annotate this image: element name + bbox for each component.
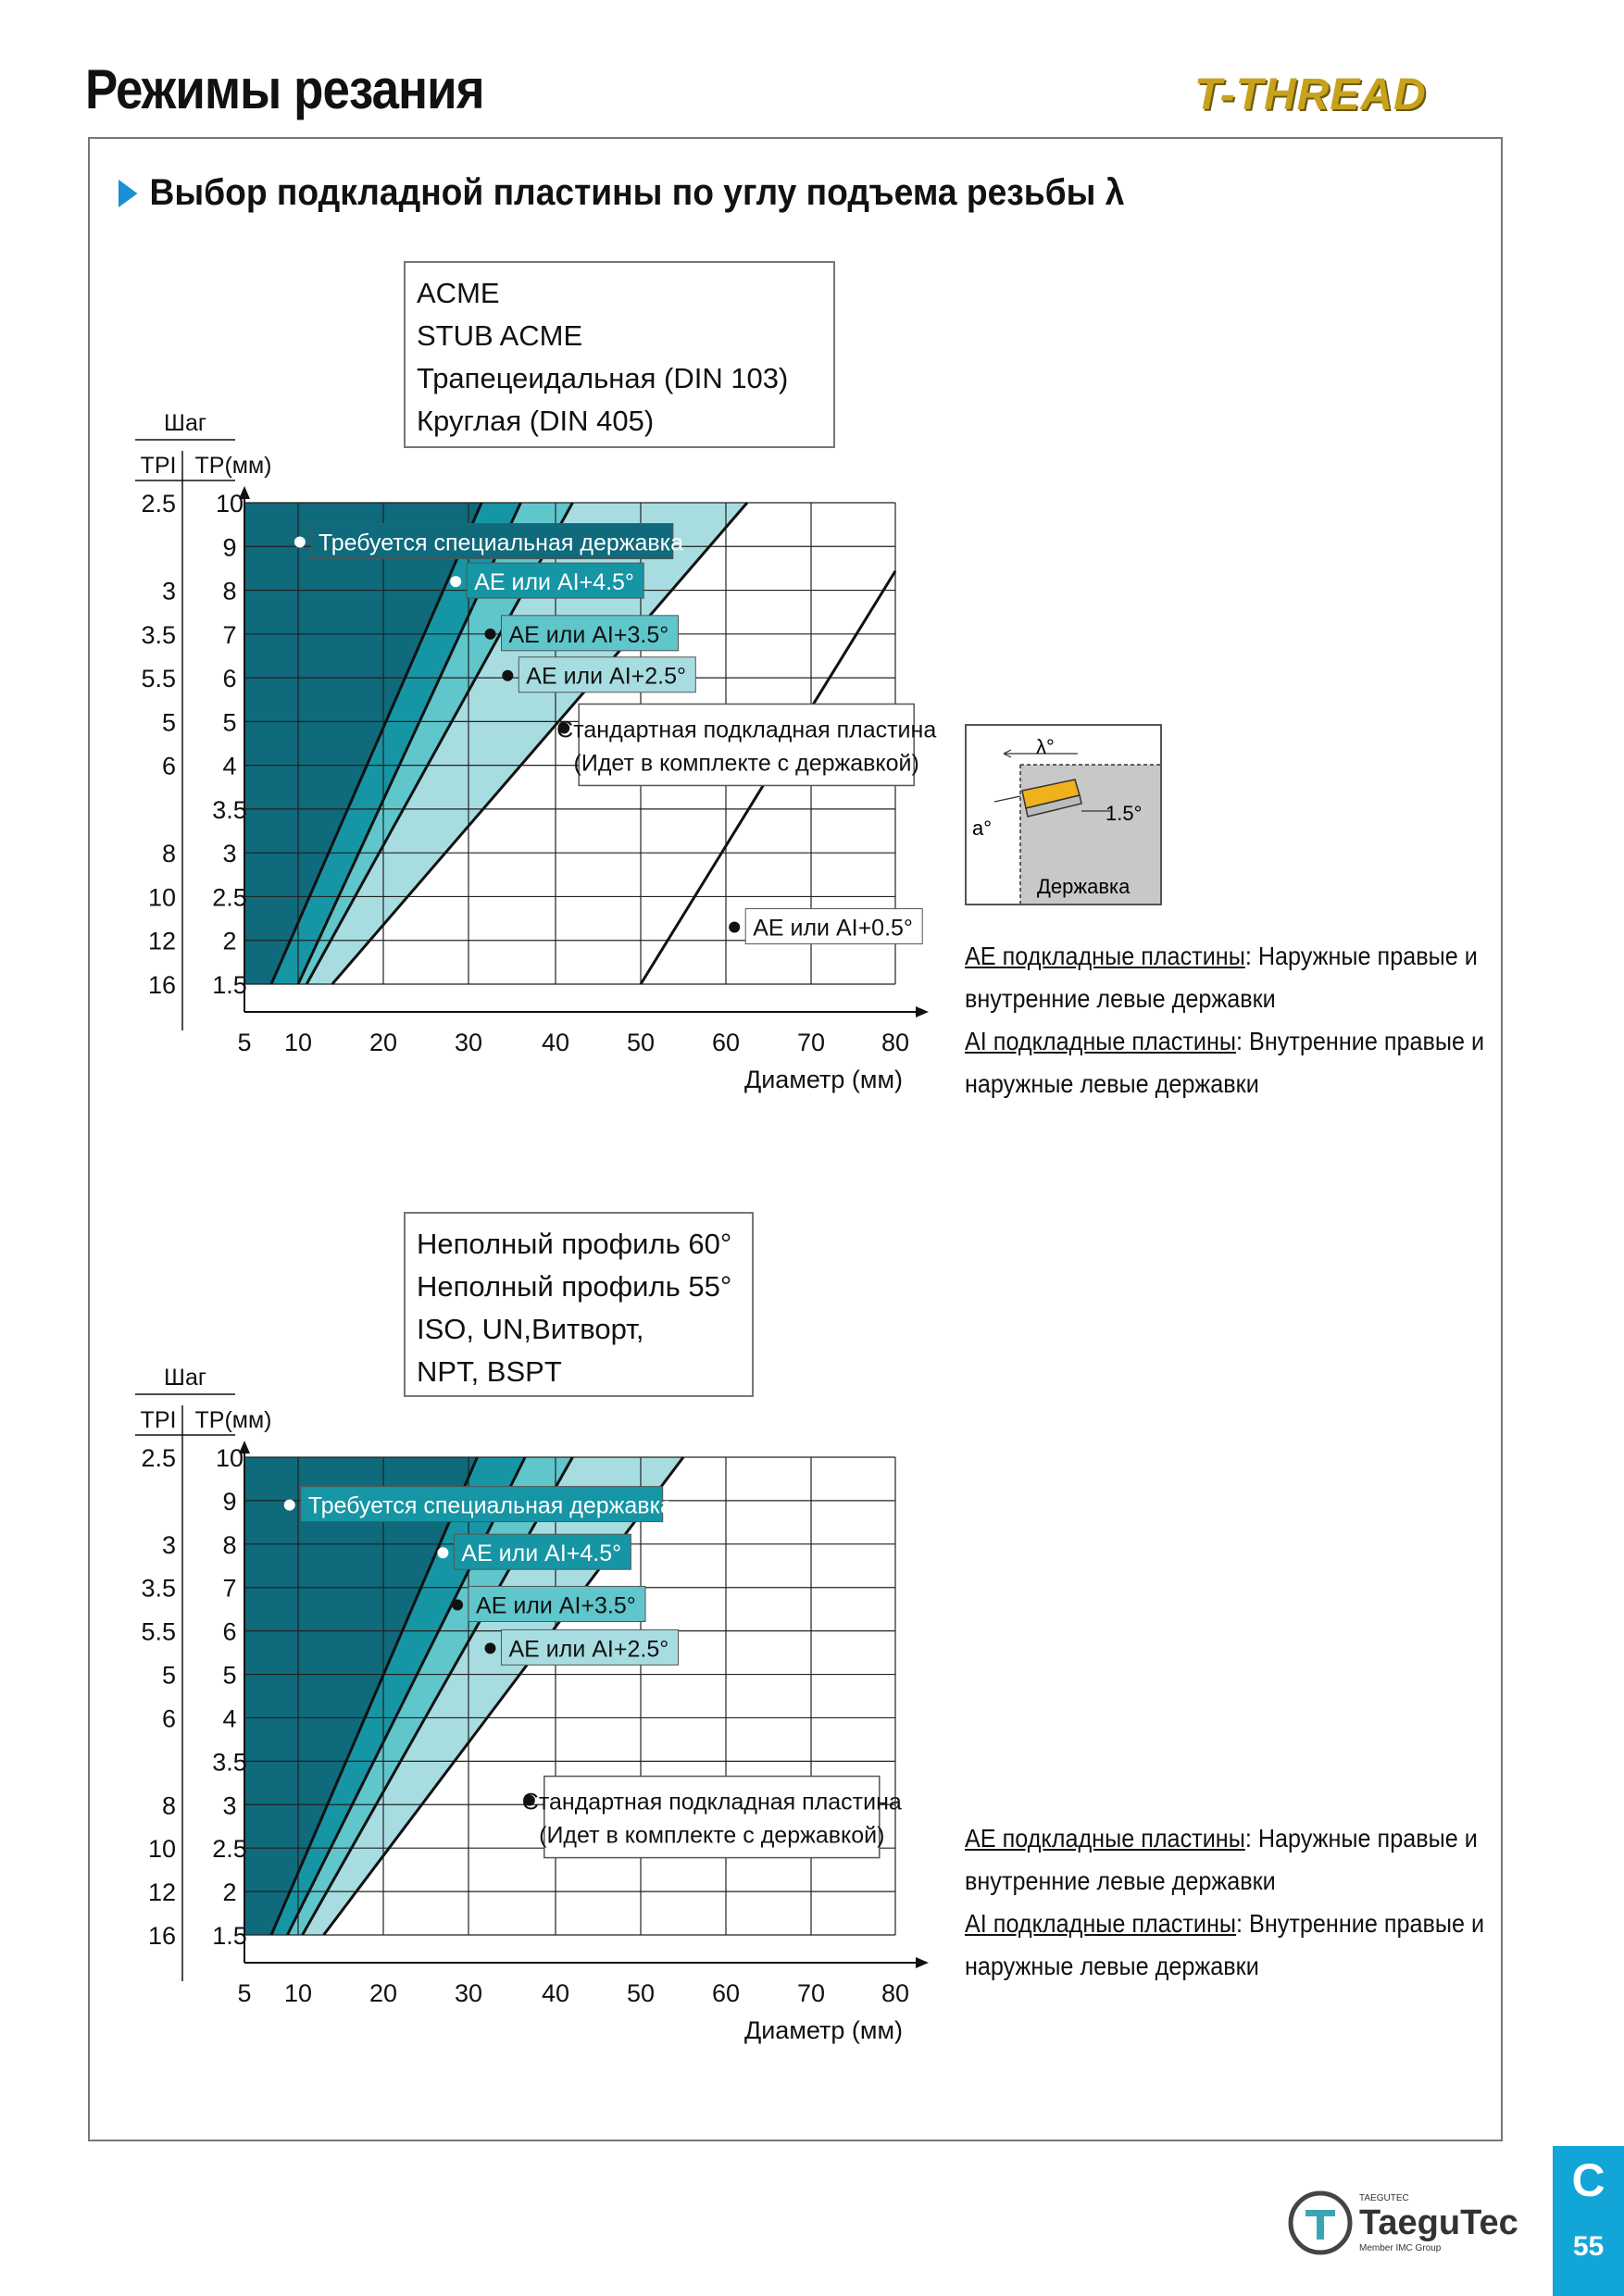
tp-tick-label: 9 xyxy=(222,533,237,562)
marker-dot xyxy=(284,1500,295,1511)
tp-tick-label: 3 xyxy=(222,840,237,868)
tp-tick-label: 8 xyxy=(222,1530,237,1559)
x-axis-arrow-icon xyxy=(916,1957,929,1968)
x-tick-label: 30 xyxy=(454,1979,483,2007)
ai-term: AI подкладные пластины xyxy=(965,1909,1237,1938)
x-tick-label: 50 xyxy=(626,1979,656,2007)
tpi-header: TPI xyxy=(140,453,177,479)
company-top-text: TAEGUTEC xyxy=(1359,2192,1409,2203)
angle-label: 1.5° xyxy=(1106,802,1143,825)
thread-type: Неполный профиль 60° xyxy=(417,1228,732,1260)
thread-type: Трапецеидальная (DIN 103) xyxy=(417,362,789,394)
tp-tick-label: 9 xyxy=(222,1487,237,1516)
x-tick-label: 10 xyxy=(283,1979,313,2007)
x-tick-label: 60 xyxy=(711,1979,741,2007)
label-text: AE или AI+0.5° xyxy=(753,915,913,942)
company-name: TaeguTec xyxy=(1359,2202,1518,2242)
alpha-label: a° xyxy=(972,817,993,840)
tpi-tick-label: 5 xyxy=(161,708,176,737)
standard-shim-text: Стандартная подкладная пластина xyxy=(556,717,937,743)
thread-type: NPT, BSPT xyxy=(417,1355,562,1388)
tpi-tick-label: 2.5 xyxy=(141,1444,176,1472)
pitch-label: Шаг xyxy=(164,410,206,436)
section-title: Выбор подкладной пластины по углу подъема резьбы λ xyxy=(149,172,1125,213)
chart-2 xyxy=(135,1394,929,1981)
ae-desc: : Наружные правые и xyxy=(1244,942,1478,970)
tp-tick-label: 6 xyxy=(222,665,237,693)
pitch-label: Шаг xyxy=(164,1365,206,1391)
x-tick-label: 20 xyxy=(369,1029,398,1056)
tpi-tick-label: 16 xyxy=(147,971,176,999)
thread-type: ACME xyxy=(417,277,500,309)
x-tick-label: 70 xyxy=(796,1979,826,2007)
label-text: AE или AI+4.5° xyxy=(474,569,634,596)
tpi-tick-label: 8 xyxy=(161,840,176,868)
tpi-tick-label: 6 xyxy=(161,1704,176,1733)
label-text: AE или AI+2.5° xyxy=(508,1636,669,1663)
section-letter: C xyxy=(1571,2154,1605,2206)
label-text: AE или AI+4.5° xyxy=(461,1541,622,1567)
x-tick-label: 50 xyxy=(626,1029,656,1056)
x-tick-label: 60 xyxy=(711,1029,741,1056)
ae-desc: : Наружные правые и xyxy=(1244,1824,1478,1853)
label-text: Требуется специальная державка xyxy=(318,530,684,556)
tp-tick-label: 4 xyxy=(222,752,237,780)
tpi-tick-label: 5 xyxy=(161,1661,176,1690)
holder-diagram xyxy=(965,724,1162,905)
x-axis-title: Диаметр (мм) xyxy=(743,1066,903,1093)
ae-term: AE подкладные пластины xyxy=(965,1824,1245,1853)
standard-shim-text: (Идет в комплекте с державкой) xyxy=(573,750,919,777)
x-tick-label: 5 xyxy=(237,1029,252,1056)
ai-desc-2: наружные левые державки xyxy=(965,1952,1259,1980)
tpi-tick-label: 3 xyxy=(161,1530,176,1559)
tp-tick-label: 7 xyxy=(222,620,237,649)
marker-dot xyxy=(450,576,461,587)
marker-dot xyxy=(452,1599,463,1610)
tpi-tick-label: 16 xyxy=(147,1922,176,1950)
tp-tick-label: 5 xyxy=(222,1661,237,1690)
tpi-tick-label: 10 xyxy=(147,883,176,912)
x-tick-label: 70 xyxy=(796,1029,826,1056)
tp-tick-label: 1.5 xyxy=(212,971,247,999)
company-subtitle: Member IMC Group xyxy=(1359,2242,1442,2253)
tpi-tick-label: 2.5 xyxy=(141,490,176,518)
label-text: Требуется специальная державка xyxy=(307,1492,673,1519)
tpi-tick-label: 8 xyxy=(161,1791,176,1820)
tp-tick-label: 4 xyxy=(222,1704,237,1733)
tp-tick-label: 8 xyxy=(222,577,237,605)
marker-dot xyxy=(485,629,496,640)
ae-desc-2: внутренние левые державки xyxy=(965,1866,1276,1895)
x-axis-arrow-icon xyxy=(916,1006,929,1017)
marker-dot xyxy=(502,670,513,681)
thread-type: Неполный профиль 55° xyxy=(417,1270,732,1303)
ai-desc-2: наружные левые державки xyxy=(965,1069,1259,1098)
ai-desc: : Внутренние правые и xyxy=(1236,1909,1485,1938)
ae-term: AE подкладные пластины xyxy=(965,942,1245,970)
marker-dot xyxy=(485,1642,496,1653)
tpi-tick-label: 6 xyxy=(161,752,176,780)
tpi-tick-label: 5.5 xyxy=(141,1617,176,1646)
holder-sketch xyxy=(967,726,1160,904)
tp-tick-label: 2.5 xyxy=(212,883,247,912)
label-text: AE или AI+3.5° xyxy=(476,1592,636,1619)
thread-type: Круглая (DIN 405) xyxy=(417,405,655,437)
brand-logo: T-THREAD xyxy=(1194,70,1427,119)
tp-tick-label: 2.5 xyxy=(212,1835,247,1864)
tp-tick-label: 6 xyxy=(222,1617,237,1646)
tpi-tick-label: 3.5 xyxy=(141,1574,176,1603)
tp-tick-label: 7 xyxy=(222,1574,237,1603)
x-tick-label: 5 xyxy=(237,1979,252,2007)
tp-tick-label: 10 xyxy=(215,490,244,518)
thread-type: ISO, UN,Витворт, xyxy=(417,1313,644,1345)
tp-header: TP(мм) xyxy=(194,1407,272,1433)
standard-shim-text: (Идет в комплекте с державкой) xyxy=(539,1822,885,1849)
tp-tick-label: 2 xyxy=(222,927,237,955)
tp-header: TP(мм) xyxy=(194,453,272,479)
label-text: AE или AI+2.5° xyxy=(526,663,687,690)
shim-notes-2 xyxy=(965,1817,1484,1988)
ae-desc-2: внутренние левые державки xyxy=(965,984,1276,1013)
tp-tick-label: 5 xyxy=(222,708,237,737)
section-tab xyxy=(1553,2146,1624,2296)
marker-dot xyxy=(437,1547,448,1558)
tpi-tick-label: 12 xyxy=(147,927,176,955)
tpi-tick-label: 12 xyxy=(147,1878,176,1907)
x-tick-label: 80 xyxy=(881,1979,910,2007)
standard-shim-text: Стандартная подкладная пластина xyxy=(521,1789,902,1816)
thread-type: STUB ACME xyxy=(417,319,583,352)
tp-tick-label: 3.5 xyxy=(212,1748,247,1777)
tpi-tick-label: 10 xyxy=(147,1835,176,1864)
tp-tick-label: 1.5 xyxy=(212,1922,247,1950)
tp-tick-label: 3 xyxy=(222,1791,237,1820)
ai-term: AI подкладные пластины xyxy=(965,1027,1237,1055)
tpi-tick-label: 5.5 xyxy=(141,665,176,693)
x-tick-label: 40 xyxy=(541,1979,570,2007)
x-tick-label: 40 xyxy=(541,1029,570,1056)
tpi-header: TPI xyxy=(140,1407,177,1433)
holder-label: Державка xyxy=(1037,875,1131,898)
tp-tick-label: 3.5 xyxy=(212,795,247,824)
x-tick-label: 20 xyxy=(369,1979,398,2007)
x-axis-title: Диаметр (мм) xyxy=(743,2016,903,2044)
marker-dot xyxy=(729,922,740,933)
shim-notes-1 xyxy=(965,935,1484,1105)
taegutec-logo-icon xyxy=(1287,2190,1354,2256)
tpi-tick-label: 3 xyxy=(161,577,176,605)
tp-tick-label: 2 xyxy=(222,1878,237,1907)
tpi-tick-label: 3.5 xyxy=(141,620,176,649)
ai-desc: : Внутренние правые и xyxy=(1236,1027,1485,1055)
tp-tick-label: 10 xyxy=(215,1444,244,1472)
page-number: 55 xyxy=(1572,2231,1605,2262)
label-text: AE или AI+3.5° xyxy=(508,621,669,648)
lambda-label: λ° xyxy=(1036,735,1055,758)
page-title: Режимы резания xyxy=(85,58,484,120)
x-tick-label: 10 xyxy=(283,1029,313,1056)
x-tick-label: 30 xyxy=(454,1029,483,1056)
x-tick-label: 80 xyxy=(881,1029,910,1056)
company-logo xyxy=(1287,2190,1518,2256)
marker-dot xyxy=(294,537,306,548)
